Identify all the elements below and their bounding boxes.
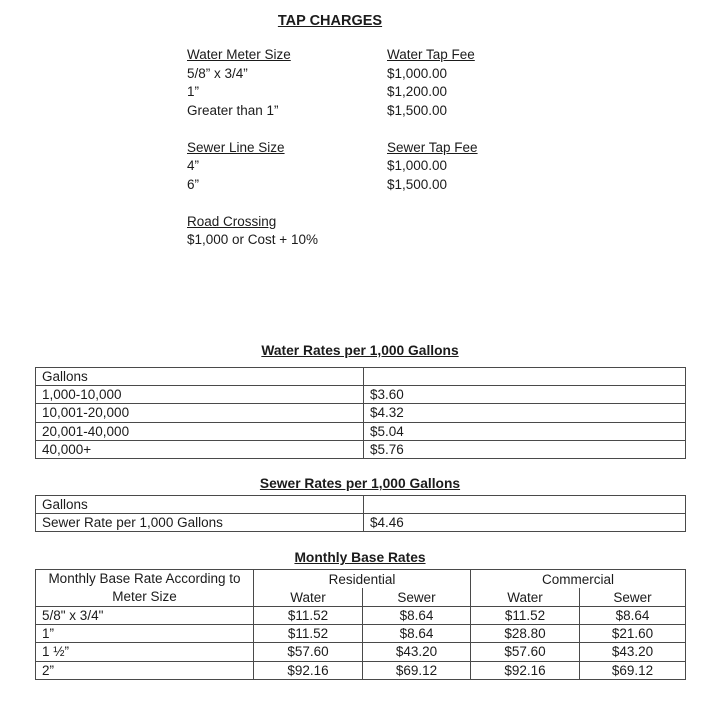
sewer-line-size-value: 6” [187,176,200,192]
monthly-base-rates-table [35,569,686,680]
rate-value: $5.04 [364,422,686,440]
table-row [36,422,686,440]
road-crossing-header: Road Crossing [187,213,277,229]
tap-sewer-row [187,176,647,195]
commercial-water-rate: $11.52 [471,607,580,625]
commercial-water-rate: $57.60 [471,643,580,661]
rate-value: $3.60 [364,386,686,404]
sewer-rates-title: Sewer Rates per 1,000 Gallons [259,476,461,491]
tap-water-row [187,65,647,84]
meter-size: 1” [36,625,254,643]
tap-sewer-row [187,157,647,176]
water-tap-fee-header: Water Tap Fee [387,47,475,62]
gallons-column-header: Gallons [36,496,364,514]
residential-sewer-rate: $43.20 [363,643,471,661]
rate-value: $4.32 [364,404,686,422]
table-header-row [36,496,686,514]
commercial-group-header: Commercial [471,570,686,589]
table-header-row [36,368,686,386]
sewer-tap-fee-header: Sewer Tap Fee [387,139,478,155]
gallons-range: 40,000+ [36,440,364,458]
meter-size: 2” [36,661,254,679]
meter-size-column-header [36,570,254,607]
commercial-sewer-rate: $43.20 [580,643,686,661]
tap-water-header-row [187,46,647,65]
residential-water-rate: $11.52 [254,607,363,625]
water-meter-size-value: 5/8” x 3/4” [187,65,248,81]
sewer-tap-fee-value: $1,000.00 [387,158,448,173]
table-row [36,514,686,532]
meter-size-header-line1: Monthly Base Rate According to [48,571,241,586]
gallons-range: 10,001-20,000 [36,404,364,422]
commercial-water-rate: $28.80 [471,625,580,643]
residential-sewer-rate: $8.64 [363,625,471,643]
spacer [187,194,647,213]
water-tap-fee-value: $1,000.00 [387,65,448,81]
tap-sewer-header-row [187,139,647,158]
residential-water-header: Water [254,588,363,607]
group-header-row [36,570,686,589]
spacer [187,120,647,139]
water-tap-fee-value: $1,500.00 [387,102,448,118]
water-meter-size-value: 1” [187,84,200,99]
water-meter-size-header: Water Meter Size [187,47,291,62]
road-crossing-header-row [187,213,647,232]
road-crossing-value-row [187,231,647,250]
sewer-rates-table [35,495,686,532]
residential-sewer-header: Sewer [363,588,471,607]
commercial-water-rate: $92.16 [471,661,580,679]
sewer-line-size-value: 4” [187,158,200,173]
residential-water-rate: $11.52 [254,625,363,643]
residential-water-rate: $57.60 [254,643,363,661]
rate-column-header [364,368,686,386]
road-crossing-value: $1,000 or Cost + 10% [187,232,318,247]
commercial-sewer-header: Sewer [580,588,686,607]
rate-value: $4.46 [364,514,686,532]
commercial-sewer-rate: $8.64 [580,607,686,625]
sewer-line-size-header: Sewer Line Size [187,139,285,155]
table-row [36,404,686,422]
water-tap-fee-value: $1,200.00 [387,84,448,99]
table-row [36,643,686,661]
sewer-rate-label: Sewer Rate per 1,000 Gallons [36,514,364,532]
tap-charges-section [187,46,647,250]
gallons-range: 20,001-40,000 [36,422,364,440]
tap-water-row [187,83,647,102]
water-meter-size-value: Greater than 1” [187,102,279,118]
table-row [36,440,686,458]
meter-size: 1 ½” [36,643,254,661]
commercial-sewer-rate: $69.12 [580,661,686,679]
meter-size: 5/8" x 3/4" [36,607,254,625]
residential-group-header: Residential [254,570,471,589]
table-row [36,607,686,625]
residential-water-rate: $92.16 [254,661,363,679]
document-title: TAP CHARGES [277,13,383,29]
table-row [36,625,686,643]
water-rates-table [35,367,686,459]
meter-size-header-line2: Meter Size [112,589,177,604]
commercial-water-header: Water [471,588,580,607]
residential-sewer-rate: $8.64 [363,607,471,625]
gallons-range: 1,000-10,000 [36,386,364,404]
table-row [36,661,686,679]
monthly-base-rates-title: Monthly Base Rates [294,550,426,565]
gallons-column-header: Gallons [36,368,364,386]
tap-water-row [187,102,647,121]
rate-value: $5.76 [364,440,686,458]
rate-column-header [364,496,686,514]
table-row [36,386,686,404]
sewer-tap-fee-value: $1,500.00 [387,176,448,192]
residential-sewer-rate: $69.12 [363,661,471,679]
commercial-sewer-rate: $21.60 [580,625,686,643]
water-rates-title: Water Rates per 1,000 Gallons [261,343,459,358]
